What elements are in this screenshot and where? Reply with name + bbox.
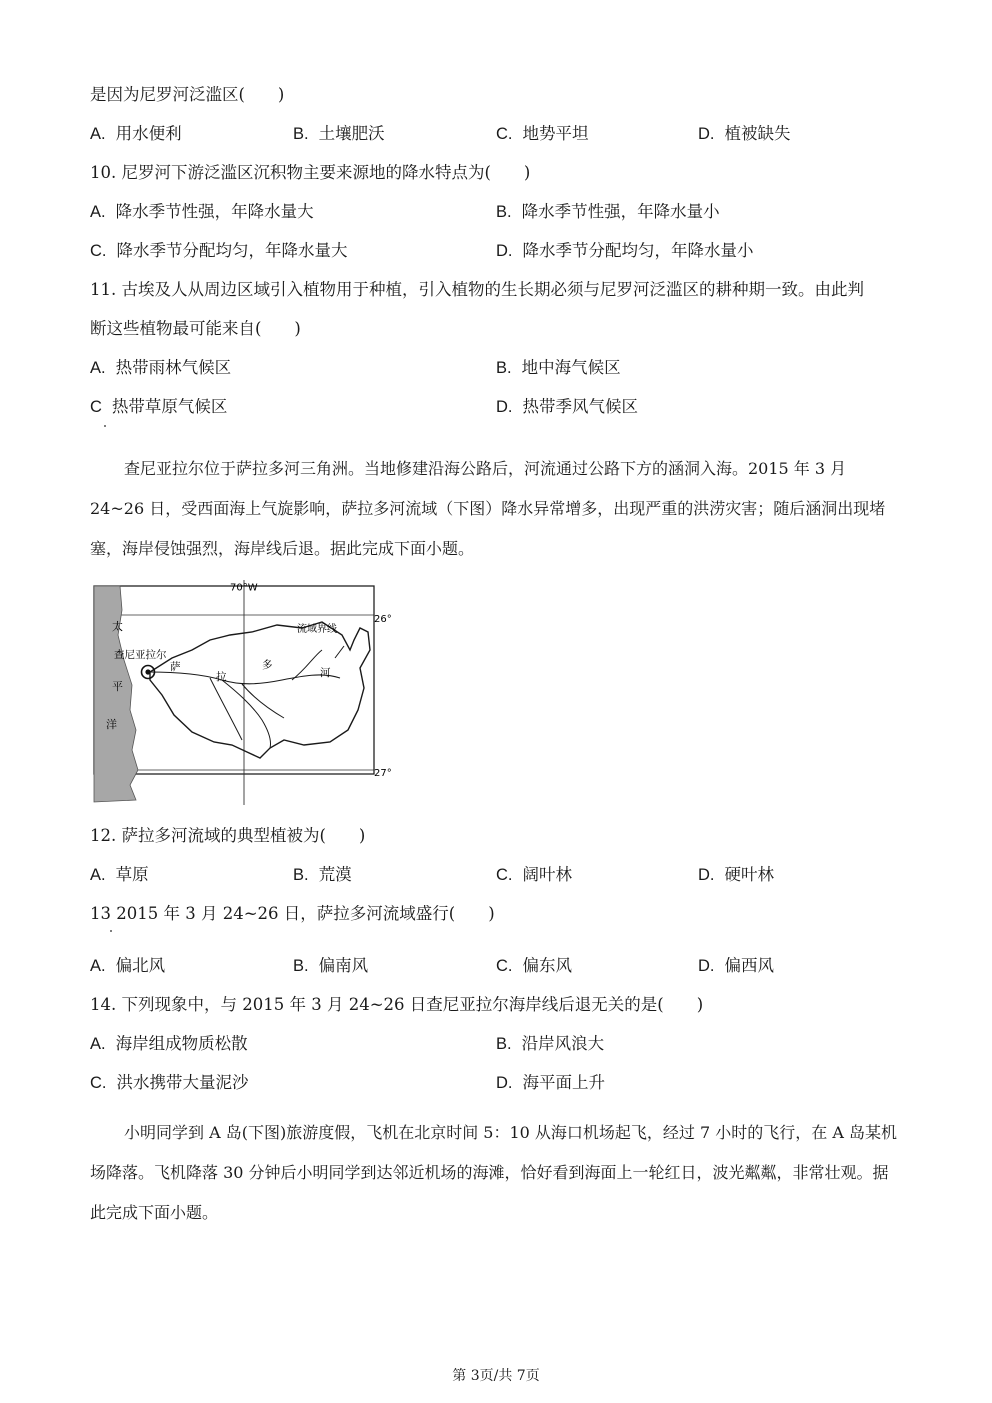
q14-option-a: A. 海岸组成物质松散 [90, 1034, 248, 1053]
q12-stem: 12. 萨拉多河流域的典型植被为( ) [90, 826, 366, 845]
q9-option-a: A. 用水便利 [90, 124, 182, 143]
q12-option-d: D. 硬叶林 [698, 865, 774, 884]
tributary-1 [222, 680, 271, 748]
q9-option-c: C. 地势平坦 [496, 124, 589, 143]
q13-option-b: B. 偏南风 [293, 956, 369, 975]
label-basin-boundary: 流域界线 [297, 624, 337, 635]
pacific-ocean [94, 586, 138, 802]
q11-stem-line1: 11. 古埃及人从周边区域引入植物用于种植，引入植物的生长期必须与尼罗河泛滥区的耕种期一致。由此判 [90, 280, 864, 299]
q10-option-c: C. 降水季节分配均匀，年降水量大 [90, 241, 348, 260]
q10-option-b: B. 降水季节性强，年降水量小 [496, 202, 720, 221]
q14-option-d: D. 海平面上升 [496, 1073, 605, 1092]
q10-option-a: A. 降水季节性强，年降水量大 [90, 202, 314, 221]
label-ocean-1: 太 [112, 620, 123, 633]
passage-island-a: 小明同学到 A 岛(下图)旅游度假，飞机在北京时间 5：10 从海口机场起飞，经过 7 小时的飞行，在 A 岛某机场降落。飞机降落 30 分钟后小明同学到达邻近机场的海滩，恰好看到海面上一轮红日，波光粼粼，非常壮观。据此完成下面小题。 [90, 1123, 898, 1222]
page-footer: 第 3页/共 7页 [452, 1368, 540, 1384]
q14-option-c: C. 洪水携带大量泥沙 [90, 1073, 249, 1092]
label-27: 27° [374, 768, 392, 779]
scan-speck [110, 930, 112, 932]
q11-stem-line2: 断这些植物最可能来自( ) [90, 319, 301, 338]
q9-option-b: B. 土壤肥沃 [293, 124, 385, 143]
q12-option-c: C. 阔叶林 [496, 865, 572, 884]
q13-stem: 13 2015 年 3 月 24~26 日，萨拉多河流域盛行( ) [90, 904, 495, 923]
q14-stem: 14. 下列现象中，与 2015 年 3 月 24~26 日查尼亚拉尔海岸线后退无关的是( ) [90, 995, 704, 1014]
label-70w: 70°W [230, 582, 258, 594]
label-river-4: 河 [320, 667, 331, 679]
label-river-2: 拉 [216, 671, 227, 683]
basin-boundary [150, 622, 370, 758]
label-26: 26° [374, 614, 392, 625]
salado-basin-map [92, 580, 392, 805]
label-chanaral: 查尼亚拉尔 [114, 649, 167, 661]
boundary-leader-line [335, 646, 344, 658]
tributary-3 [210, 678, 242, 740]
q9-option-d: D. 植被缺失 [698, 124, 791, 143]
q10-stem: 10. 尼罗河下游泛滥区沉积物主要来源地的降水特点为( ) [90, 163, 531, 182]
q11-option-a: A. 热带雨林气候区 [90, 358, 232, 377]
label-river-3: 多 [262, 659, 273, 671]
q12-option-a: A. 草原 [90, 865, 149, 884]
chanaral-marker-dot [145, 669, 150, 674]
q14-option-b: B. 沿岸风浪大 [496, 1034, 605, 1053]
label-river-1: 萨 [170, 661, 181, 673]
q13-option-d: D. 偏西风 [698, 956, 774, 975]
tributary-2 [242, 684, 284, 718]
label-ocean-3: 洋 [106, 718, 117, 731]
q13-option-c: C. 偏东风 [496, 956, 572, 975]
q11-option-b: B. 地中海气候区 [496, 358, 621, 377]
passage-salado: 查尼亚拉尔位于萨拉多河三角洲。当地修建沿海公路后，河流通过公路下方的涵洞入海。2015 年 3 月 24~26 日，受西面海上气旋影响，萨拉多河流域（下图）降水异常增多，出现严重的洪涝灾害；随后涵洞出现堵塞，海岸侵蚀强烈，海岸线后退。据此完成下面小题。 [90, 459, 886, 558]
q10-option-d: D. 降水季节分配均匀，年降水量小 [496, 241, 754, 260]
q11-option-c: C 热带草原气候区 [90, 397, 228, 416]
q12-option-b: B. 荒漠 [293, 865, 352, 884]
scan-speck [104, 425, 106, 427]
label-ocean-2: 平 [112, 680, 123, 693]
q13-option-a: A. 偏北风 [90, 956, 166, 975]
q11-option-d: D. 热带季风气候区 [496, 397, 638, 416]
q9-stem: 是因为尼罗河泛滥区( ) [90, 85, 285, 104]
